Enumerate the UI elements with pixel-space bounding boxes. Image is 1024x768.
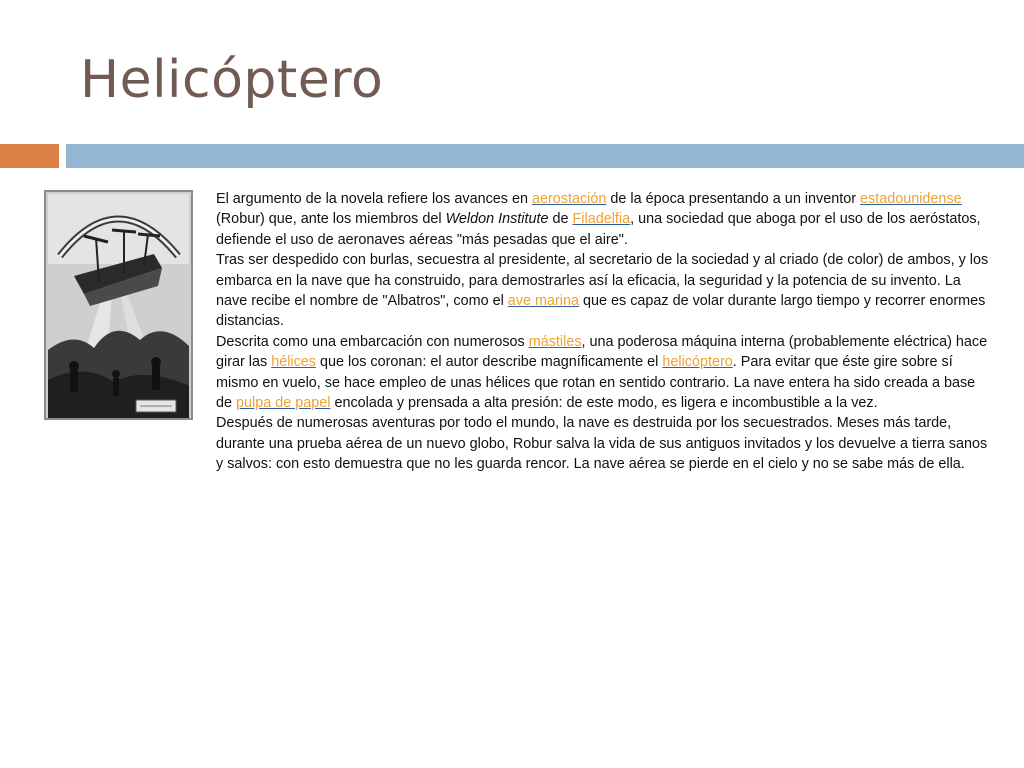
text-run: , una poderosa máquina interna (probablemente eléctrica) hace girar las — [216, 333, 988, 371]
text-run: que es capaz de volar durante largo tiempo y recorrer enormes distancias. — [216, 293, 986, 330]
text-run: Después de numerosas aventuras por todo el mundo, la nave es destruida por los secuestrados. Meses más tarde, durante una prueba aérea de un nuevo globo, Robur salva la vida de sus antiguos invitados y los devuelve a tierra sanos y salvos: con esto demuestra que no les guarda rencor. La nave aérea se pierde en el cielo y no se sabe más de ella. — [216, 415, 988, 473]
slide-body-text — [216, 189, 992, 475]
slide-title: Helicóptero — [80, 50, 384, 110]
text-run: que los coronan: el autor describe magníficamente el — [315, 354, 663, 371]
paragraph — [216, 189, 992, 250]
text-run: de — [548, 211, 573, 228]
paragraph — [216, 250, 992, 332]
text-run: , una sociedad que aboga por el uso de los aeróstatos, defiende el uso de aeronaves aéreas "más pesadas que el aire". — [216, 211, 981, 248]
text-run: . Para evitar que éste gire sobre sí mismo en vuelo, se hace empleo de unas hélices que rotan en sentido contrario. La nave entera ha sido creada a base de — [216, 354, 976, 412]
hyperlink[interactable]: mástiles — [528, 333, 582, 350]
accent-bar-orange — [0, 144, 59, 168]
paragraph — [216, 413, 992, 474]
text-run: de la época presentando a un inventor — [606, 191, 861, 207]
text-run: Tras ser despedido con burlas, secuestra al presidente, al secretario de la sociedad y al criado (de color) de ambos, y los embarca en la nave que ha construido, para demostrarles así la eficacia, la seguridad y la potencia de su invento. La nave recibe el nombre de "Albatros", como el — [216, 252, 989, 310]
text-run: encolada y prensada a alta presión: de este modo, es ligera e incombustible a la vez. — [330, 395, 878, 412]
paragraph — [216, 332, 992, 414]
hyperlink[interactable]: Filadelfia — [572, 211, 631, 228]
hyperlink[interactable]: aerostación — [531, 191, 607, 207]
text-run: Descrita como una embarcación con numerosos — [216, 333, 529, 350]
text-run: El argumento de la novela refiere los avances en — [216, 191, 532, 207]
hyperlink[interactable]: helicóptero — [662, 354, 733, 371]
hyperlink[interactable]: pulpa de papel — [236, 395, 331, 412]
hyperlink[interactable]: estadounidense — [860, 191, 962, 207]
text-run: (Robur) que, ante los miembros del — [216, 211, 446, 228]
book-cover-illustration — [44, 190, 193, 420]
hyperlink[interactable]: ave marina — [507, 293, 579, 310]
italic-text: Weldon Institute — [445, 211, 549, 228]
accent-bar-blue — [66, 144, 1024, 168]
hyperlink[interactable]: hélices — [271, 354, 316, 371]
